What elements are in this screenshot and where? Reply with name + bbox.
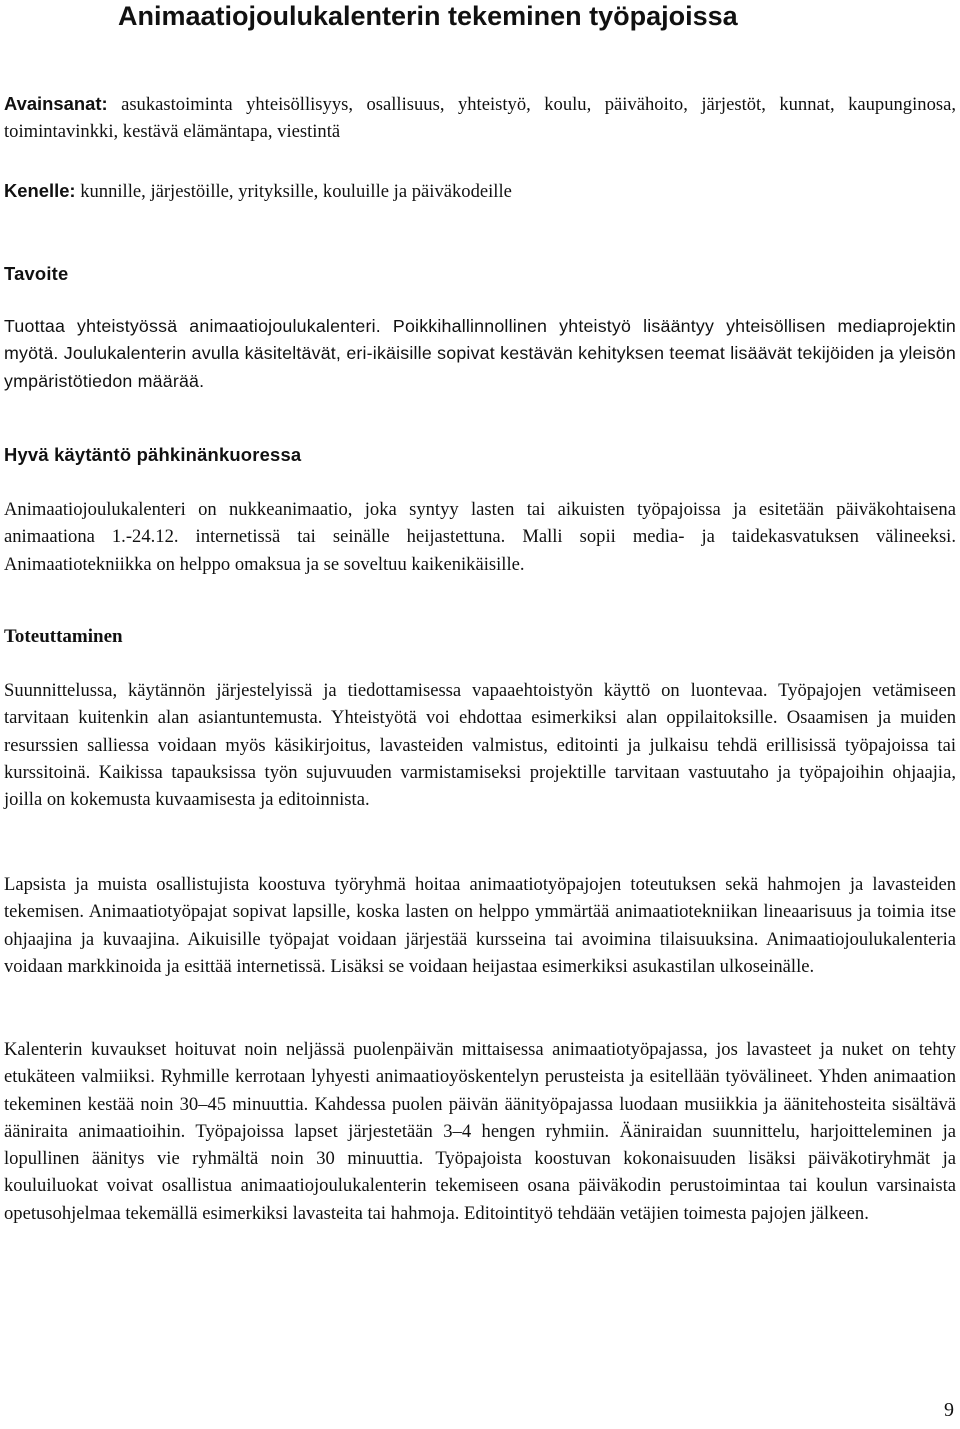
audience-label: Kenelle: [4,180,76,201]
practice-heading: Hyvä käytäntö pähkinänkuoressa [4,444,302,465]
audience-line [4,177,956,205]
page-number: 9 [944,1399,954,1421]
keywords-line [4,90,956,146]
implementation-heading: Toteuttaminen [4,626,123,647]
goal-heading: Tavoite [4,263,69,284]
implementation-paragraph-1: Suunnittelussa, käytännön järjestelyissä ja tiedottamisessa vapaaehtoistyön käyttö on luontevaa. Työpajojen vetämiseen tarvitaan kuitenkin alan asiantuntemusta. Yhteistyötä voi ehdottaa esimerkiksi alan oppilaitoksille. Osaamisen ja muiden resurssien salliessa voidaan myös käsikirjoitus, lavasteiden valmistus, editointi ja julkaisu tehdä erillisissä työpajoissa tai kurssitoinä. Kaikissa tapauksissa työn sujuvuuden varmistamiseksi projektille tarvitaan vastuutaho ja työpajoihin ohjaajia, joilla on kokemusta kuvaamisesta ja editoinnista. [4,680,956,811]
page-title: Animaatiojoulukalenterin tekeminen työpajoissa [118,1,738,31]
goal-text: Tuottaa yhteistyössä animaatiojoulukalenteri. Poikkihallinnollinen yhteistyö lisääntyy yhteisöllisen mediaprojektin myötä. Joulukalenterin avulla käsiteltävät, eri-ikäisille sopivat kestävän kehityksen teemat lisäävät tekijöiden ja yleisön ympäristötiedon määrää. [4,316,956,391]
keywords-text: asukastoiminta yhteisöllisyys, osallisuus, yhteistyö, koulu, päivähoito, järjestöt, kunnat, kaupunginosa, toimintavinkki, kestävä elämäntapa, viestintä [4,94,957,143]
implementation-paragraph-2: Lapsista ja muista osallistujista koostuva työryhmä hoitaa animaatiotyöpajojen toteutuksen sekä hahmojen ja lavasteiden tekemisen. Animaatiotyöpajat sopivat lapsille, koska lasten on helppo ymmärtää animaatiotekniikan lineaarisuus ja toimia itse ohjaajina ja kuvaajina. Aikuisille työpajat voidaan järjestää kursseina tai avoimina tilaisuuksina. Animaatiojoulukalenteria voidaan markkinoida ja esittää internetissä. Lisäksi se voidaan heijastaa esimerkiksi asukastilan ulkoseinälle. [4,874,956,977]
implementation-paragraph-3: Kalenterin kuvaukset hoituvat noin neljässä puolenpäivän mittaisessa animaatiotyöpajassa, jos lavasteet ja nuket on tehty etukäteen valmiiksi. Ryhmille kerrotaan lyhyesti animaatioyöskentelyn perusteista ja esitellään työvälineet. Yhden animaation tekeminen kestää noin 30–45 minuuttia. Kahdessa puolen päivän äänityöpajassa luodaan musiikkia ja äänitehosteita sisältävä ääniraita animaatioihin. Työpajoissa lapset järjestetään 3–4 hengen ryhmiin. Ääniraidan suunnittelu, harjoitteleminen ja lopullinen äänitys vie ryhmältä noin 30 minuuttia. Työpajoista koostuvan kokonaisuuden lisäksi päiväkotiryhmät ja kouluiluokat voivat osallistua animaatiojoulukalenterin tekemiseen osana päiväkodin perustoimintaa tai koulun varsinaista opetusohjelmaa tekemällä esimerkiksi lavasteita tai hahmoja. Editointityö tehdään vetäjien toimesta pajojen jälkeen. [4,1039,956,1224]
keywords-label: Avainsanat: [4,93,108,114]
practice-text: Animaatiojoulukalenteri on nukkeanimaatio, joka syntyy lasten tai aikuisten työpajoissa ja esitetään päiväkohtaisena animaationa 1.-24.12. internetissä tai seinälle heijastettuna. Malli sopii media- ja taidekasvatuksen välineeksi. Animaatiotekniikka on helppo omaksua ja se soveltuu kaikenikäisille. [4,499,956,575]
audience-text: kunnille, järjestöille, yrityksille, kouluille ja päiväkodeille [80,181,512,202]
